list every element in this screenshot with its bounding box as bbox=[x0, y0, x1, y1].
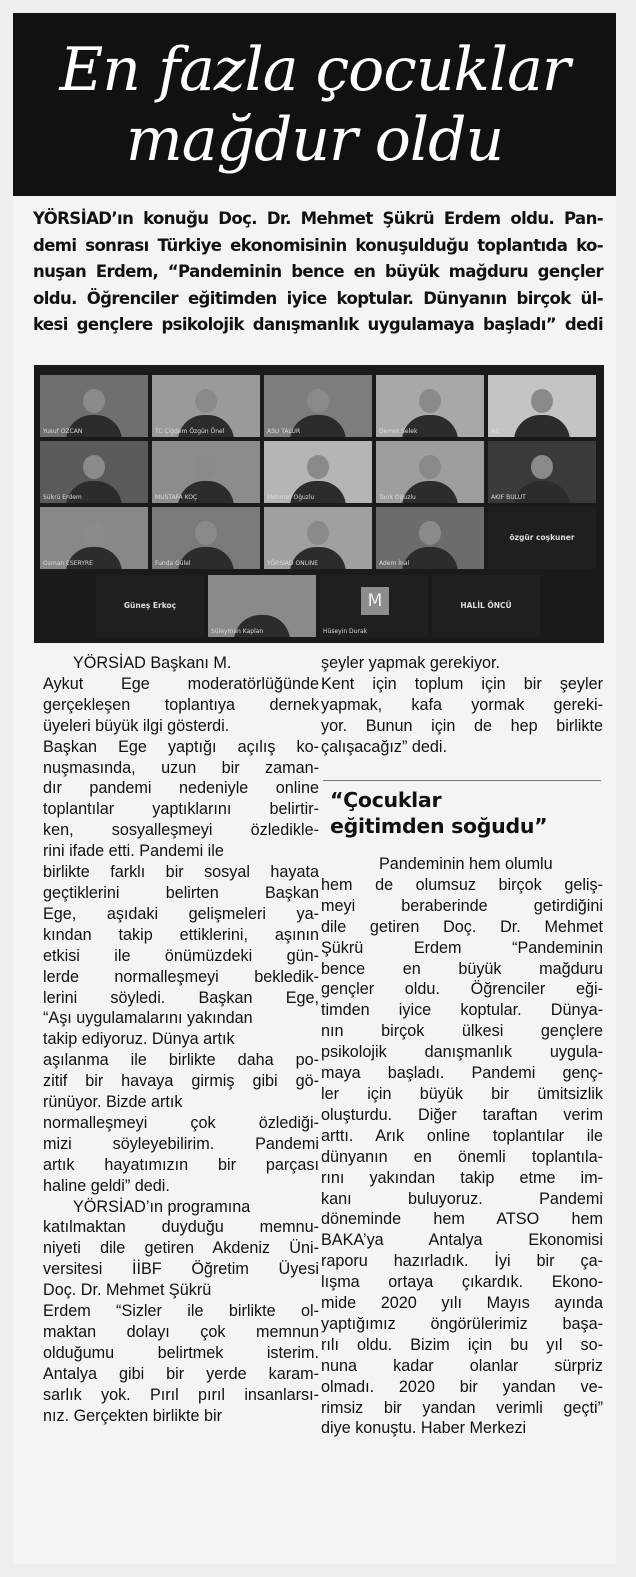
text-line: “Aşı uygulamalarını yakından bbox=[43, 1009, 253, 1028]
section-divider bbox=[323, 780, 601, 781]
text-line: yor. Bunun için de hep birlikte bbox=[321, 716, 603, 735]
participant-name: Tarık Oğuzlu bbox=[379, 494, 416, 501]
text-line: olduğumu belirtmek isterim. bbox=[43, 1343, 319, 1362]
article-column-right-top bbox=[321, 653, 603, 758]
text-line: gençler oldu. Öğrenciler eği- bbox=[321, 980, 603, 999]
lead-line: nuşan Erdem, “Pandeminin bence en büyük mağduru gençler bbox=[33, 262, 603, 281]
text-line: olmadı. 2020 bir yandan ve- bbox=[321, 1377, 603, 1396]
text-line: yapmak, kafa yormak gereki- bbox=[321, 695, 603, 714]
participant-name: Süleyman Kaplan bbox=[211, 628, 264, 635]
text-line: Doç. Dr. Mehmet Şükrü bbox=[43, 1281, 212, 1300]
text-line: üyeleri büyük ilgi gösterdi. bbox=[43, 716, 230, 735]
text-line: Ege, aşıdaki gelişmeleri ya- bbox=[43, 904, 319, 923]
text-line: lışma ortaya çıkardık. Ekono- bbox=[321, 1273, 603, 1292]
participant-tile bbox=[488, 507, 596, 569]
participant-tile bbox=[264, 375, 372, 437]
text-line: BAKA’ya Antalya Ekonomisi bbox=[321, 1231, 603, 1250]
participant-head bbox=[307, 455, 329, 479]
participant-tile bbox=[264, 507, 372, 569]
participant-name: Mehmet Oğuzlu bbox=[267, 494, 315, 501]
text-line: timden iyice koptular. Dünya- bbox=[321, 1001, 603, 1020]
text-line: rılı oldu. Bizim için bu yıl so- bbox=[321, 1335, 603, 1354]
participant-name: Osman ESERYRE bbox=[43, 560, 93, 567]
participant-head bbox=[195, 455, 217, 479]
text-line: bence en büyük mağduru bbox=[321, 959, 603, 978]
participant-head bbox=[83, 455, 105, 479]
text-line: Antalya gibi bir yerde karam- bbox=[43, 1364, 319, 1383]
participant-tile bbox=[40, 375, 148, 437]
text-line: oluşturdu. Diğer taraftan verim bbox=[321, 1105, 603, 1124]
lead-paragraph bbox=[33, 206, 603, 339]
headline-line: En fazla çocuklar bbox=[59, 35, 570, 105]
subheading-line: eğitimden soğudu” bbox=[330, 814, 548, 838]
text-line: artık hayatımızın bir parçası bbox=[43, 1155, 319, 1174]
text-line: haline geldi” dedi. bbox=[43, 1176, 170, 1195]
participant-name: Adem İnal bbox=[379, 560, 410, 567]
participant-name: HALİL ÖNCÜ bbox=[460, 601, 512, 610]
text-line: nuna kadar olanlar sürpriz bbox=[321, 1356, 603, 1375]
participant-tile bbox=[152, 507, 260, 569]
participant-tile bbox=[264, 441, 372, 503]
participant-tile bbox=[376, 441, 484, 503]
participant-avatar: M bbox=[361, 587, 389, 615]
text-line: maktan dolayı çok memnun bbox=[43, 1323, 319, 1341]
participant-head bbox=[307, 521, 329, 545]
participant-tile bbox=[488, 441, 596, 503]
text-line: yaptığımız öngörülerimiz başa- bbox=[321, 1314, 603, 1333]
text-line: mide 2020 yılı Mayıs ayında bbox=[321, 1294, 603, 1313]
text-line: sarlık yok. Pırıl pırıl insanlarsı- bbox=[43, 1385, 319, 1404]
subheading-line: “Çocuklar bbox=[330, 788, 442, 812]
participant-head bbox=[531, 389, 553, 413]
text-line: nuşmasında, uzun bir zaman- bbox=[43, 758, 319, 777]
subheading bbox=[330, 787, 600, 839]
participant-name: YÖRSİAD ONLINE bbox=[267, 560, 319, 567]
text-line: aşılanma ile birlikte daha po- bbox=[43, 1051, 319, 1070]
text-line: meyi beraberinde getirdiğini bbox=[321, 896, 603, 915]
text-line: ler için büyük bir ümitsizlik bbox=[321, 1084, 603, 1103]
participant-head bbox=[419, 521, 441, 545]
participant-head bbox=[83, 521, 105, 545]
participant-tile bbox=[152, 375, 260, 437]
participant-head bbox=[83, 389, 105, 413]
text-line: hem de olumsuz birçok geliş- bbox=[321, 875, 603, 894]
participant-head bbox=[419, 455, 441, 479]
participant-tile bbox=[152, 441, 260, 503]
text-line: diye konuştu. Haber Merkezi bbox=[321, 1419, 527, 1438]
news-clipping bbox=[13, 13, 616, 1564]
text-line: lerini söyledi. Başkan Ege, bbox=[43, 988, 319, 1007]
text-line: Aykut Ege moderatörlüğünde bbox=[43, 674, 319, 693]
headline bbox=[13, 13, 616, 196]
participant-name: TC Çiğdem Özgün Önel bbox=[155, 428, 225, 435]
text-line: niyeti dile getiren Akdeniz Üni- bbox=[43, 1239, 319, 1258]
text-line: Pandeminin hem olumlu bbox=[379, 855, 553, 873]
text-line: Kent için toplum için bir şeyler bbox=[321, 674, 603, 693]
lead-line: demi sonrası Türkiye ekonomisinin konuşulduğu toplantıda ko- bbox=[33, 235, 603, 255]
text-line: kanı buluyoruz. Pandemi bbox=[321, 1189, 603, 1208]
article-column-left bbox=[43, 653, 319, 1427]
video-conference-photo bbox=[34, 365, 604, 643]
text-line: takip ediyoruz. Dünya artık bbox=[43, 1030, 235, 1049]
text-line: çalışacağız” dedi. bbox=[321, 737, 447, 756]
lead-line: oldu. Öğrenciler eğitimden iyice koptular. Dünyanın birçok ül- bbox=[33, 288, 603, 308]
text-line: döneminde hem ATSO hem bbox=[321, 1210, 603, 1229]
participant-name: MUSTAFA KOÇ bbox=[155, 494, 198, 501]
text-line: kından takip ettiklerini, aşının bbox=[43, 925, 319, 944]
participant-name: özgür coşkuner bbox=[509, 533, 575, 542]
text-line: geçtiklerini belirten Başkan bbox=[43, 883, 319, 902]
text-line: Başkan Ege yaptığı açılış ko- bbox=[43, 737, 319, 756]
text-line: psikolojik danışmanlık uygula- bbox=[321, 1043, 603, 1062]
participant-tile bbox=[376, 375, 484, 437]
participant-name: Funda Gülel bbox=[155, 560, 191, 567]
text-line: lerde normalleşmeyi bekledik- bbox=[43, 967, 319, 986]
text-line: nız. Gerçekten birlikte bir bbox=[43, 1406, 223, 1425]
participant-name: Güneş Erkoç bbox=[123, 601, 177, 610]
text-line: nın birçok ülkesi gençlere bbox=[321, 1022, 603, 1041]
text-line: dır pandemi nedeniyle online bbox=[43, 779, 319, 798]
participant-tile bbox=[40, 507, 148, 569]
text-line: etkisi ile önümüzdeki gün- bbox=[43, 946, 319, 965]
participant-body bbox=[514, 415, 570, 437]
participant-tile bbox=[376, 507, 484, 569]
text-line: Şükrü Erdem “Pandeminin bbox=[321, 938, 603, 957]
participant-name: ASU TALUR bbox=[267, 428, 301, 435]
participant-name: Sükrü Erdem bbox=[43, 494, 82, 501]
text-line: dünyanın en önemli toplantıla- bbox=[321, 1147, 603, 1166]
participant-name: Yusuf OZCAN bbox=[43, 428, 83, 435]
lead-line: YÖRSİAD’ın konuğu Doç. Dr. Mehmet Şükrü Erdem oldu. Pan- bbox=[33, 209, 603, 228]
text-line: ken, sosyalleşmeyi özledikle- bbox=[43, 821, 319, 840]
participant-tile bbox=[40, 441, 148, 503]
participant-body bbox=[402, 547, 458, 569]
participant-name: AKIF BULUT bbox=[491, 494, 526, 501]
text-line: rimsiz bir yandan verimli geçti” bbox=[321, 1398, 603, 1417]
text-line: katılmaktan duyduğu memnu- bbox=[43, 1218, 319, 1237]
text-line: rünüyor. Bizde artık bbox=[43, 1093, 183, 1112]
article-column-right-bottom bbox=[321, 854, 603, 1439]
text-line: Erdem “Sizler ile birlikte ol- bbox=[43, 1302, 319, 1321]
participant-tile bbox=[432, 575, 540, 637]
participant-head bbox=[195, 389, 217, 413]
text-line: rini ifade etti. Pandemi ile bbox=[43, 842, 224, 861]
text-line: mizi söyleyebilirim. Pandemi bbox=[43, 1134, 319, 1153]
participant-head bbox=[251, 589, 273, 613]
text-line: normalleşmeyi çok özlediği- bbox=[43, 1113, 319, 1132]
participant-name: Hüseyin Durak bbox=[323, 628, 368, 635]
text-line: zitif bir havaya girmiş gibi gö- bbox=[43, 1072, 319, 1091]
text-line: YÖRSİAD’ın programına bbox=[73, 1197, 251, 1216]
participant-head bbox=[195, 521, 217, 545]
participant-tile bbox=[488, 375, 596, 437]
lead-line: kesi gençlere psikolojik danışmanlık uygulamaya başladı” dedi bbox=[33, 315, 603, 334]
headline-line: mağdur oldu bbox=[125, 105, 504, 175]
participant-tile bbox=[96, 575, 204, 637]
text-line: şeyler yapmak gerekiyor. bbox=[321, 654, 501, 672]
participant-tile bbox=[208, 575, 316, 637]
text-line: raporu hazırladık. İyi bir ça- bbox=[321, 1252, 603, 1271]
text-line: arttı. Arık online toplantılar ile bbox=[321, 1126, 603, 1145]
text-line: toplantılar yaptıklarını belirtir- bbox=[43, 800, 319, 819]
participant-head bbox=[419, 389, 441, 413]
text-line: YÖRSİAD Başkanı M. bbox=[73, 654, 232, 672]
participant-name: Demet Selek bbox=[379, 428, 418, 435]
text-line: rını yakından takip etme im- bbox=[321, 1168, 603, 1187]
participant-head bbox=[531, 455, 553, 479]
participant-name: AB bbox=[491, 428, 500, 435]
participant-head bbox=[307, 389, 329, 413]
text-line: maya başladı. Pandemi genç- bbox=[321, 1064, 603, 1083]
text-line: gerçekleşen toplantıya dernek bbox=[43, 695, 319, 714]
text-line: birlikte farklı bir sosyal hayata bbox=[43, 863, 319, 882]
text-line: versitesi İİBF Öğretim Üyesi bbox=[43, 1260, 319, 1279]
text-line: dile getiren Doç. Dr. Mehmet bbox=[321, 917, 603, 936]
participant-tile bbox=[320, 575, 428, 637]
